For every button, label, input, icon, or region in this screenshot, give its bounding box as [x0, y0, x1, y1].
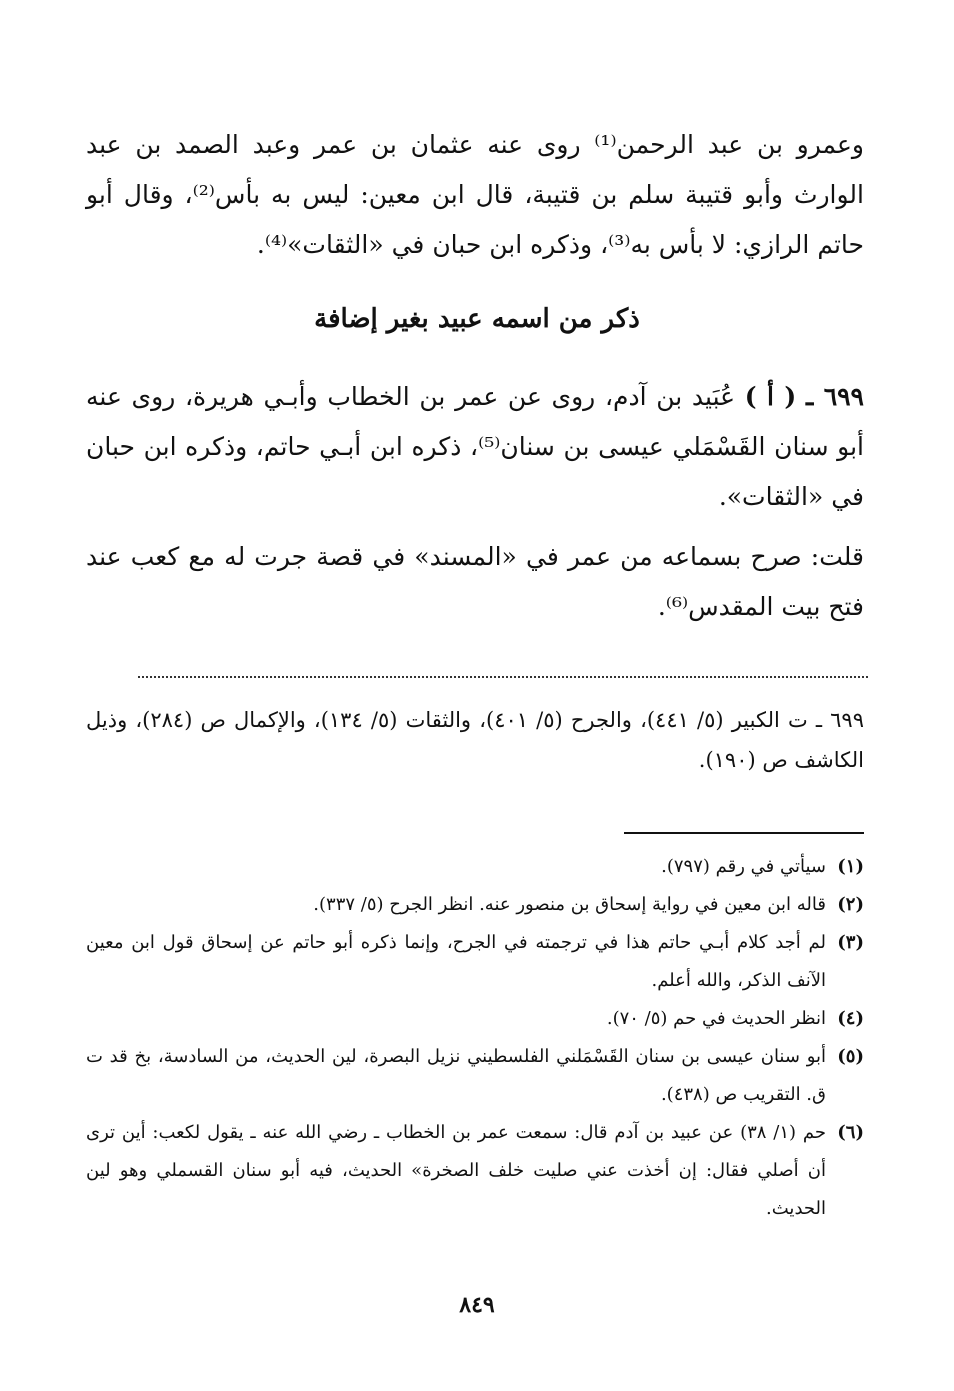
- entry-references: ٦٩٩ ـ ت الكبير (٥/ ٤٤١)، والجرح (٥/ ٤٠١)، والثقات (٥/ ١٣٤)، والإكمال ص (٢٨٤)، وذيل الكاشف ص (١٩٠).: [86, 708, 864, 772]
- footnote-3: [86, 924, 864, 1000]
- footnote-6: [86, 1114, 864, 1228]
- footnotes: [86, 848, 864, 1228]
- section-heading: ذكر من اسمه عبيد بغير إضافة: [314, 304, 640, 334]
- footnote-number: (٢): [837, 894, 864, 915]
- footnote-4: [86, 1000, 864, 1038]
- footnote-text: حم (١/ ٣٨) عن عبيد بن آدم قال: سمعت عمر بن الخطاب ـ رضي الله عنه ـ يقول لكعب: أين ترى أن أصلي فقال: إن أخذت عني صليت خلف الصخرة» الحديث، فيه أبو سنان القسملي وهو لين الحديث.: [86, 1122, 826, 1219]
- footnote-number: (٥): [837, 1046, 864, 1067]
- entry-699: [86, 372, 864, 522]
- footnote-text: قاله ابن معين في رواية إسحاق بن منصور عنه. انظر الجرح (٥/ ٣٣٧).: [313, 894, 826, 915]
- qult-label: قلت:: [810, 542, 864, 571]
- footnote-text: أبو سنان عيسى بن سنان القَسْمَلني الفلسطيني نزيل البصرة، لين الحديث، من السادسة، بخ قد ت ق. التقريب ص (٤٣٨).: [86, 1046, 826, 1105]
- dotted-separator: [138, 676, 868, 678]
- footnote-5: [86, 1038, 864, 1114]
- footnote-number: (٤): [837, 1008, 864, 1029]
- footnote-number: (١): [837, 856, 864, 877]
- qult-text: صرح بسماعه من عمر في «المسند» في قصة جرت له مع كعب عند فتح بيت المقدس⁽⁶⁾.: [86, 542, 864, 621]
- footnote-text: لم أجد كلام أبـي حاتم هذا في ترجمته في الجرح، وإنما ذكره أبو حاتم عن إسحاق قول ابن معين الآنف الذكر، والله أعلم.: [86, 932, 826, 991]
- page-number: ٨٤٩: [459, 1292, 495, 1318]
- footnote-rule: [624, 832, 864, 834]
- entry-tag: ( أ ): [744, 382, 797, 411]
- entry-text: عُبَيد بن آدم، روى عن عمر بن الخطاب وأبـي هريرة، روى عنه أبو سنان القَسْمَلي عيسى بن سنان⁽⁵⁾، ذكره ابن أبـي حاتم، وذكره ابن حبان في «الثقات».: [86, 382, 864, 511]
- footnote-number: (٦): [837, 1122, 864, 1143]
- footnote-2: [86, 886, 864, 924]
- paragraph-continuation: وعمرو بن عبد الرحمن⁽¹⁾ روى عنه عثمان بن عمر وعبد الصمد بن عبد الوارث وأبو قتيبة سلم بن قتيبة، قال ابن معين: ليس به بأس⁽²⁾، وقال أبو حاتم الرازي: لا بأس به⁽³⁾، وذكره ابن حبان في «الثقات»⁽⁴⁾.: [86, 130, 864, 259]
- footnote-1: [86, 848, 864, 886]
- entry-number: ٦٩٩ ـ: [805, 382, 864, 411]
- footnote-text: انظر الحديث في حم (٥/ ٧٠).: [606, 1008, 826, 1029]
- qult-paragraph: [86, 532, 864, 632]
- footnote-text: سيأتي في رقم (٧٩٧).: [661, 856, 826, 877]
- footnote-number: (٣): [837, 932, 864, 953]
